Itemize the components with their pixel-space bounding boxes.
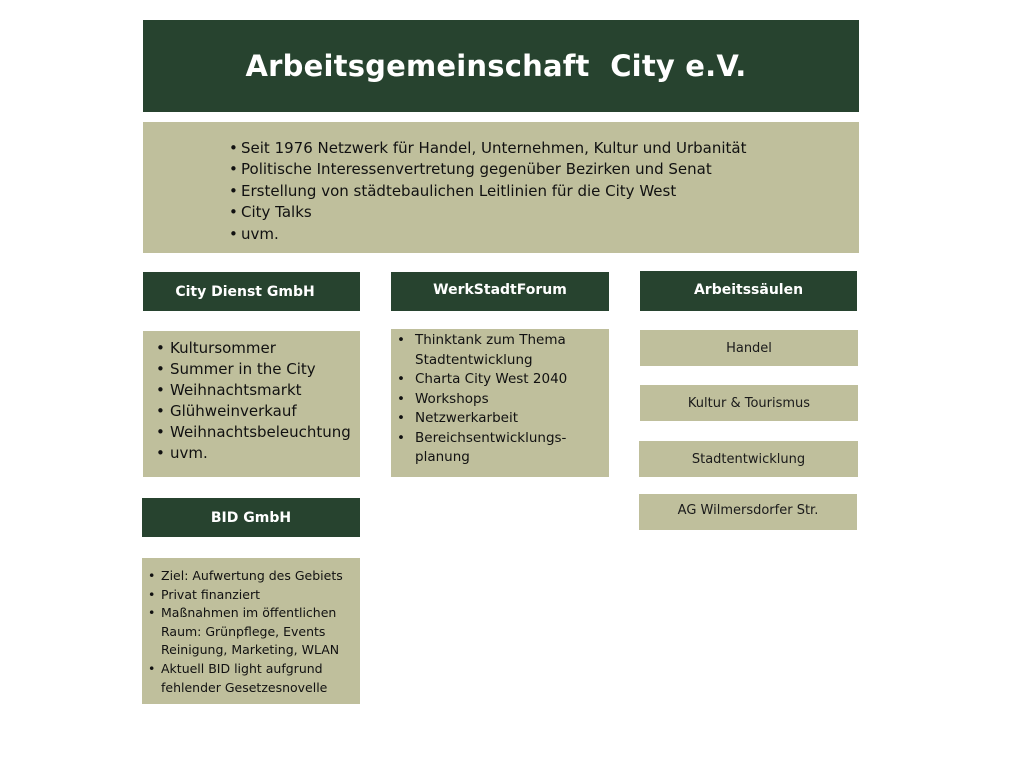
list-item: • Kultursommer [156,338,360,359]
arbeitssaeulen-title: Arbeitssäulen [693,281,804,298]
pillar-kultur-tourismus [640,385,858,421]
werkstadtforum-title: WerkStadtForum [433,281,567,298]
city-dienst-title: City Dienst GmbH [175,283,315,300]
intro-panel [143,122,859,253]
header-banner [143,20,859,112]
intro-item: • uvm. [229,224,859,245]
pillar-label: AG Wilmersdorfer Str. [677,502,819,518]
intro-item: • Seit 1976 Netzwerk für Handel, Unternehmen, Kultur und Urbanität [229,138,859,159]
pillar-handel [640,330,858,366]
list-item: • Weihnachtsbeleuchtung [156,422,360,443]
pillar-ag-wilmersdorfer [639,494,857,530]
werkstadtforum-header [391,272,609,311]
bid-title: BID GmbH [210,509,292,526]
list-item: • Privat finanziert [148,586,360,605]
intro-item: • City Talks [229,202,859,223]
pillar-label: Stadtentwicklung [691,451,806,467]
city-dienst-panel [143,331,360,477]
werkstadtforum-panel [391,329,609,477]
bid-panel [142,558,360,704]
bid-header [142,498,360,537]
list-item: • Bereichsentwicklungs-planung [391,429,585,468]
list-item: • Weihnachtsmarkt [156,380,360,401]
list-item: • Glühweinverkauf [156,401,360,422]
pillar-stadtentwicklung [639,441,858,477]
intro-item: • Erstellung von städtebaulichen Leitlinien für die City West [229,181,859,202]
page-title: Arbeitsgemeinschaft City e.V. [245,49,747,83]
list-item: • Thinktank zum Thema Stadtentwicklung [391,331,580,370]
list-item: • Ziel: Aufwertung des Gebiets [148,567,360,586]
list-item: • uvm. [156,443,360,464]
arbeitssaeulen-header [640,271,857,311]
pillar-label: Kultur & Tourismus [687,395,811,411]
list-item: • Netzwerkarbeit [391,409,609,429]
list-item: • Workshops [391,390,609,410]
list-item: • Charta City West 2040 [391,370,609,390]
list-item: • Maßnahmen im öffentlichen Raum: Grünpflege, Events Reinigung, Marketing, WLAN [148,604,351,660]
list-item: • Summer in the City [156,359,360,380]
pillar-label: Handel [726,340,772,356]
intro-item: • Politische Interessenvertretung gegenüber Bezirken und Senat [229,159,859,180]
city-dienst-header [143,272,360,311]
list-item: • Aktuell BID light aufgrund fehlender Gesetzesnovelle [148,660,346,697]
